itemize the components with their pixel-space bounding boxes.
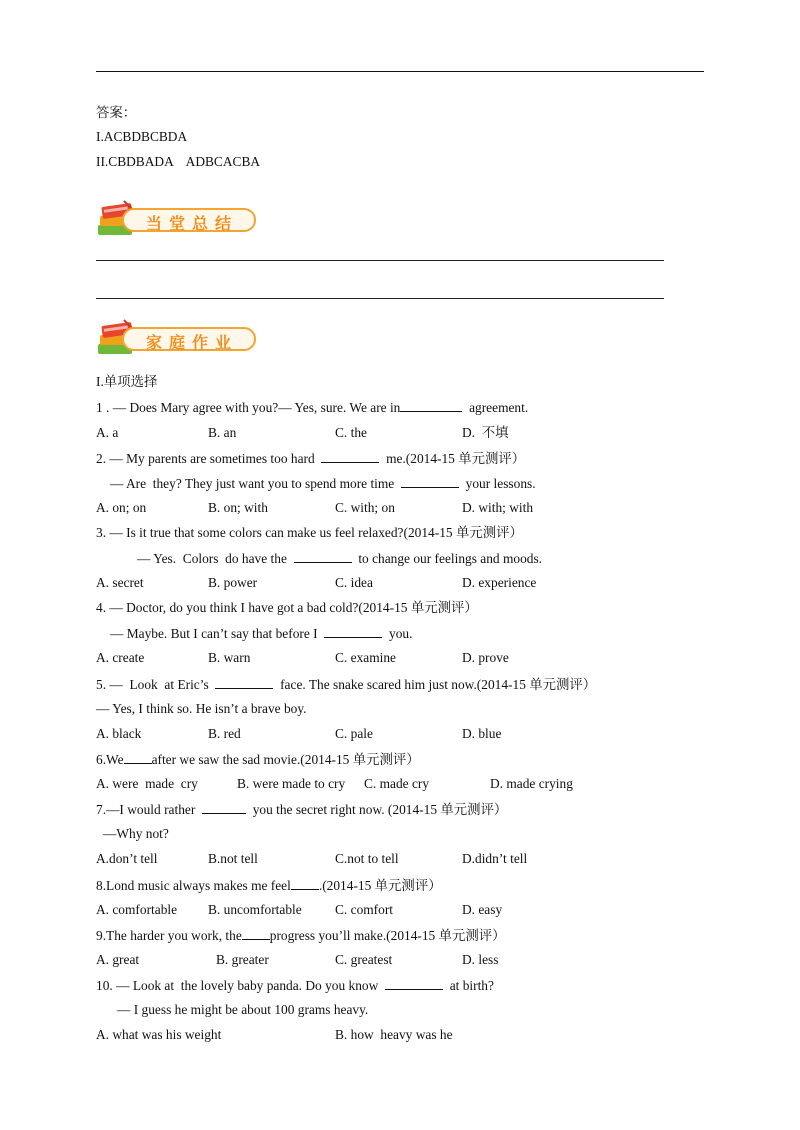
option-5d: D. blue [462, 726, 502, 741]
option-5c: C. pale [335, 726, 373, 741]
top-rule [96, 71, 704, 72]
question-2-stem: 2. — My parents are sometimes too hard me.(2014-15 单元测评） [96, 451, 526, 466]
option-4b: B. warn [208, 650, 251, 665]
question-3-stem: 3. — Is it true that some colors can make us feel relaxed?(2014-15 单元测评） [96, 525, 523, 540]
question-2-stem-2: — Are they? They just want you to spend more time your lessons. [110, 476, 536, 491]
option-4c: C. examine [335, 650, 396, 665]
option-9b: B. greater [216, 952, 269, 967]
option-5a: A. black [96, 726, 142, 741]
answer-line-1 [96, 260, 664, 261]
option-1d: D. 不填 [462, 425, 509, 440]
option-9d: D. less [462, 952, 499, 967]
question-8-stem: 8.Lond music always makes me feel .(2014-15 单元测评） [96, 878, 442, 893]
option-9a: A. great [96, 952, 140, 967]
answers-line-2: II.CBDBADA ADBCACBA [96, 154, 261, 169]
option-4a: A. create [96, 650, 145, 665]
option-2c: C. with; on [335, 500, 395, 515]
option-3d: D. experience [462, 575, 537, 590]
option-3c: C. idea [335, 575, 373, 590]
option-6d: D. made crying [490, 776, 573, 791]
option-7b: B.not tell [208, 851, 258, 866]
option-6c: C. made cry [364, 776, 430, 791]
answers-line-1: I.ACBDBCBDA [96, 129, 188, 144]
part-title: I.单项选择 [96, 374, 158, 389]
option-5b: B. red [208, 726, 241, 741]
option-1b: B. an [208, 425, 237, 440]
option-7d: D.didn’t tell [462, 851, 528, 866]
answers-heading: 答案： [96, 105, 137, 120]
option-8c: C. comfort [335, 902, 394, 917]
question-5-stem: 5. — Look at Eric’s face. The snake scared him just now.(2014-15 单元测评） [96, 677, 597, 692]
option-8b: B. uncomfortable [208, 902, 302, 917]
option-10b: B. how heavy was he [335, 1027, 453, 1042]
question-4-stem-2: — Maybe. But I can’t say that before I you. [110, 626, 413, 641]
question-1-stem: 1 . — Does Mary agree with you?— Yes, sure. We are in agreement. [96, 400, 529, 415]
answer-line-2 [96, 298, 664, 299]
option-7c: C.not to tell [335, 851, 399, 866]
option-8d: D. easy [462, 902, 503, 917]
option-9c: C. greatest [335, 952, 393, 967]
option-2d: D. with; with [462, 500, 534, 515]
homework-banner [94, 318, 262, 360]
question-10-stem-2: — I guess he might be about 100 grams heavy. [117, 1002, 369, 1017]
option-1a: A. a [96, 425, 119, 440]
summary-title: 当堂总结 [146, 214, 239, 233]
option-2a: A. on; on [96, 500, 147, 515]
option-3a: A. secret [96, 575, 144, 590]
option-1c: C. the [335, 425, 367, 440]
option-7a: A.don’t tell [96, 851, 158, 866]
question-6-stem: 6.We after we saw the sad movie.(2014-15 单元测评） [96, 752, 420, 767]
option-2b: B. on; with [208, 500, 268, 515]
question-4-stem: 4. — Doctor, do you think I have got a bad cold?(2014-15 单元测评） [96, 600, 478, 615]
question-7-stem: 7.—I would rather you the secret right now. (2014-15 单元测评） [96, 802, 508, 817]
homework-title: 家庭作业 [146, 333, 239, 352]
question-5-stem-2: — Yes, I think so. He isn’t a brave boy. [96, 701, 307, 716]
option-8a: A. comfortable [96, 902, 178, 917]
option-4d: D. prove [462, 650, 509, 665]
question-7-stem-2: —Why not? [103, 826, 169, 841]
question-9-stem: 9.The harder you work, the progress you’ll make.(2014-15 单元测评） [96, 928, 506, 943]
option-10a: A. what was his weight [96, 1027, 222, 1042]
question-10-stem: 10. — Look at the lovely baby panda. Do you know at birth? [96, 978, 494, 993]
option-6b: B. were made to cry [237, 776, 346, 791]
question-3-stem-2: — Yes. Colors do have the to change our feelings and moods. [137, 551, 543, 566]
option-3b: B. power [208, 575, 258, 590]
option-6a: A. were made cry [96, 776, 198, 791]
summary-banner [94, 199, 262, 241]
